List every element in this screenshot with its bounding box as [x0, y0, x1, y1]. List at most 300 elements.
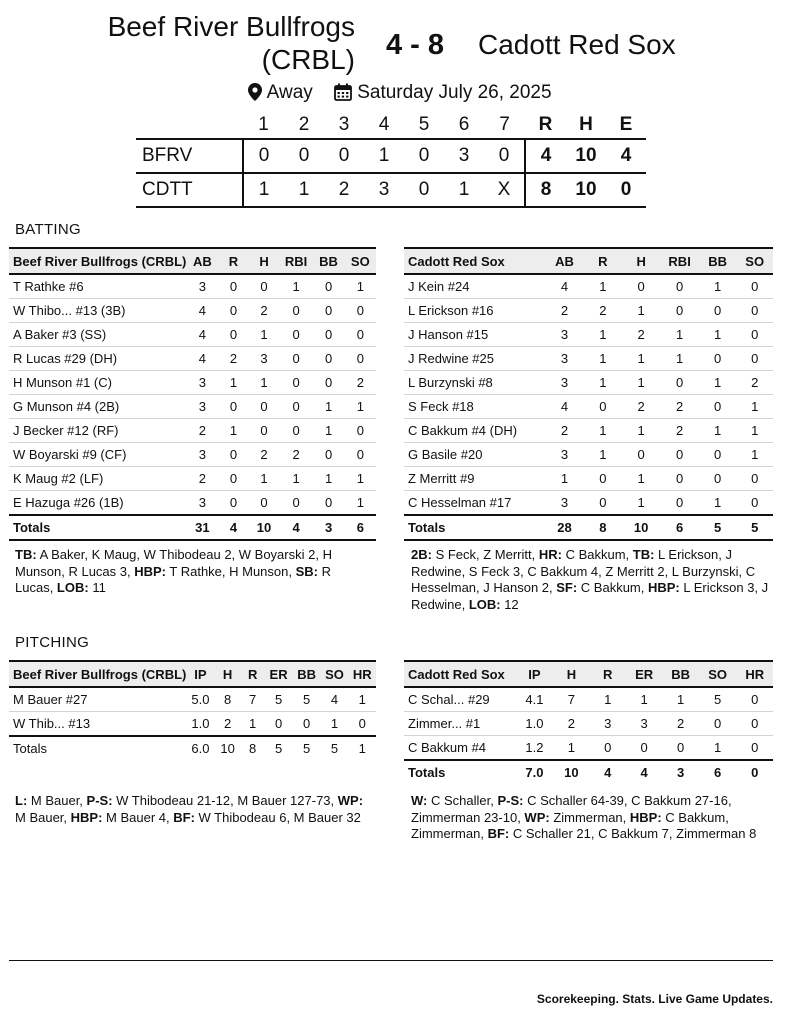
note-label: SF: [556, 580, 578, 595]
stat-cell: 0 [313, 443, 345, 467]
player-name: Zimmer... #1 [404, 712, 516, 736]
stat-cell: 4 [321, 687, 349, 712]
stat-cell: 0 [248, 491, 279, 516]
stat-cell: 1 [321, 712, 349, 737]
calendar-icon [334, 83, 352, 109]
stat-cell: 0 [345, 347, 376, 371]
note-label: P-S: [86, 793, 113, 808]
totals-cell: 6 [345, 515, 376, 540]
stat-cell: 0 [280, 419, 313, 443]
stat-cell: 0 [280, 491, 313, 516]
stat-cell: 0 [313, 491, 345, 516]
player-row [404, 371, 773, 395]
runs-total: 4 [525, 139, 566, 173]
player-row [404, 467, 773, 491]
team-header: Beef River Bullfrogs (CRBL) [9, 661, 186, 687]
stat-cell: 1 [584, 274, 622, 299]
note-text: 12 [500, 596, 519, 612]
player-row [404, 491, 773, 516]
column-header: AB [545, 248, 583, 274]
totals-cell: 6 [660, 515, 699, 540]
note-label: TB: [632, 547, 655, 562]
column-header: SO [345, 248, 376, 274]
player-row [9, 299, 376, 323]
stat-cell: 2 [662, 712, 699, 736]
stat-cell: 1 [545, 467, 583, 491]
column-header: AB [186, 248, 218, 274]
player-name: L Burzynski #8 [404, 371, 545, 395]
inning-score: 3 [364, 173, 404, 207]
stat-cell: 0 [622, 274, 660, 299]
column-header: H [553, 661, 589, 687]
stat-cell: 1 [736, 395, 773, 419]
note-text: W Thibodeau 21-12, M Bauer 127-73, [112, 793, 338, 808]
player-name: K Maug #2 (LF) [9, 467, 186, 491]
stat-cell: 0 [218, 323, 248, 347]
stat-cell: 1 [553, 736, 589, 761]
stat-cell: 2 [736, 371, 773, 395]
stat-cell: 1 [699, 323, 737, 347]
column-header: HR [349, 661, 376, 687]
stat-cell: 0 [345, 419, 376, 443]
stat-cell: 1 [345, 274, 376, 299]
stat-cell: 0 [584, 395, 622, 419]
note-text: S Feck, Z Merritt, [431, 547, 539, 562]
stat-cell: 0 [699, 712, 737, 736]
player-row [9, 323, 376, 347]
player-row [404, 274, 773, 299]
inning-score: 0 [324, 139, 364, 173]
note-label: HBP: [647, 580, 680, 595]
player-name: E Hazuga #26 (1B) [9, 491, 186, 516]
totals-cell: 5 [265, 736, 293, 760]
column-header: BB [313, 248, 345, 274]
game-info [0, 80, 800, 109]
player-row [404, 736, 773, 761]
column-header: R [241, 661, 265, 687]
note-text: C Schaller, [427, 793, 498, 808]
totals-cell: 5 [736, 515, 773, 540]
totals-cell: 5 [699, 515, 737, 540]
stat-cell: 0 [280, 323, 313, 347]
stat-cell: 1 [584, 419, 622, 443]
player-name: H Munson #1 (C) [9, 371, 186, 395]
stat-cell: 1 [699, 419, 737, 443]
stat-cell: 7 [241, 687, 265, 712]
column-header: IP [186, 661, 214, 687]
stat-cell: 8 [214, 687, 240, 712]
stat-cell: 4 [186, 299, 218, 323]
line-score-header [136, 112, 646, 139]
game-location: Away [266, 82, 313, 103]
stat-cell: 1 [699, 371, 737, 395]
player-row [9, 467, 376, 491]
player-row [9, 687, 376, 712]
totals-label: Totals [9, 736, 186, 760]
stat-cell: 0 [660, 299, 699, 323]
stat-cell: 5.0 [186, 687, 214, 712]
pitching-notes-away [411, 793, 773, 843]
column-header: H [214, 661, 240, 687]
note-text: T Rathke, H Munson, [166, 563, 296, 579]
stat-cell: 2 [584, 299, 622, 323]
stat-cell: 2 [345, 371, 376, 395]
player-name: G Basile #20 [404, 443, 545, 467]
stat-cell: 2 [248, 299, 279, 323]
stat-cell: 0 [280, 371, 313, 395]
table-header-row [404, 248, 773, 274]
stat-cell: 0 [699, 443, 737, 467]
runs-header: R [538, 114, 553, 135]
player-row [9, 712, 376, 737]
totals-cell: 10 [553, 760, 589, 784]
stat-cell: 0 [218, 443, 248, 467]
stat-cell: 0 [660, 467, 699, 491]
stat-cell: 0 [345, 323, 376, 347]
stat-cell: 0 [699, 347, 737, 371]
stat-cell: 1 [218, 371, 248, 395]
totals-label: Totals [404, 515, 545, 540]
stat-cell: 0 [736, 712, 773, 736]
stat-cell: 0 [248, 395, 279, 419]
stat-cell: 2 [660, 419, 699, 443]
player-name: A Baker #3 (SS) [9, 323, 186, 347]
stat-cell: 0 [699, 395, 737, 419]
stat-cell: 1.0 [516, 712, 553, 736]
player-name: C Bakkum #4 [404, 736, 516, 761]
totals-cell: 3 [662, 760, 699, 784]
player-name: W Thibo... #13 (3B) [9, 299, 186, 323]
stat-cell: 1 [622, 491, 660, 516]
note-text: A Baker, K Maug, W Thibodeau 2, W Boyarski 2, H Munson, R Lucas 3, [15, 547, 332, 579]
stat-cell: 3 [545, 491, 583, 516]
batting-notes-away [411, 547, 773, 613]
stat-cell: 2 [248, 443, 279, 467]
inning-score: X [484, 173, 525, 207]
player-name: Z Merritt #9 [404, 467, 545, 491]
footer-divider [9, 960, 773, 961]
table-header-row [9, 661, 376, 687]
player-name: J Kein #24 [404, 274, 545, 299]
player-name: M Bauer #27 [9, 687, 186, 712]
player-name: W Thib... #13 [9, 712, 186, 737]
stat-cell: 0 [345, 299, 376, 323]
stat-cell: 0 [699, 467, 737, 491]
column-header: H [622, 248, 660, 274]
stat-cell: 0 [345, 443, 376, 467]
player-row [404, 347, 773, 371]
player-row [404, 419, 773, 443]
stat-cell: 0 [248, 419, 279, 443]
batting-section-title: BATTING [15, 221, 81, 238]
stat-cell: 0 [313, 347, 345, 371]
inning-header: 4 [378, 114, 390, 135]
hits-total: 10 [566, 173, 606, 207]
column-header: SO [321, 661, 349, 687]
note-label: HR: [538, 547, 562, 562]
totals-cell: 10 [622, 515, 660, 540]
stat-cell: 1 [699, 736, 737, 761]
stat-cell: 2 [186, 419, 218, 443]
stat-cell: 1 [345, 491, 376, 516]
stat-cell: 0 [626, 736, 663, 761]
totals-cell: 4 [590, 760, 626, 784]
player-name: G Munson #4 (2B) [9, 395, 186, 419]
totals-cell: 4 [626, 760, 663, 784]
stat-cell: 1.2 [516, 736, 553, 761]
stat-cell: 1 [622, 419, 660, 443]
note-text: C Bakkum, [577, 580, 648, 595]
stat-cell: 0 [736, 274, 773, 299]
stat-cell: 1 [313, 395, 345, 419]
totals-cell: 28 [545, 515, 583, 540]
note-label: HBP: [70, 809, 103, 825]
totals-cell: 5 [321, 736, 349, 760]
stat-cell: 1 [313, 419, 345, 443]
note-text: C Bakkum, Zimmerman, [411, 809, 729, 841]
note-text: C Schaller 64-39, C Bakkum 27-16, Zimmerman 23-10, [411, 793, 732, 825]
inning-score: 0 [484, 139, 525, 173]
player-row [9, 395, 376, 419]
totals-cell: 8 [241, 736, 265, 760]
stat-cell: 1 [280, 467, 313, 491]
batting-table-away [404, 247, 773, 541]
note-label: 2B: [411, 547, 432, 562]
line-score-team: CDTT [136, 173, 243, 207]
stat-cell: 7 [553, 687, 589, 712]
stat-cell: 1 [248, 467, 279, 491]
stat-cell: 3 [186, 395, 218, 419]
player-name: W Boyarski #9 (CF) [9, 443, 186, 467]
totals-cell: 5 [293, 736, 321, 760]
game-date: Saturday July 26, 2025 [357, 82, 552, 103]
totals-label: Totals [9, 515, 186, 540]
note-label: LOB: [56, 580, 89, 595]
inning-header: 3 [338, 114, 350, 135]
pitching-notes-home [15, 793, 370, 826]
player-row [9, 419, 376, 443]
footer-tagline: Scorekeeping. Stats. Live Game Updates. [536, 992, 773, 1006]
column-header: BB [293, 661, 321, 687]
player-name: J Redwine #25 [404, 347, 545, 371]
stat-cell: 1 [345, 467, 376, 491]
stat-cell: 1 [584, 323, 622, 347]
stat-cell: 0 [660, 491, 699, 516]
stat-cell: 0 [265, 712, 293, 737]
stat-cell: 1 [699, 274, 737, 299]
stat-cell: 0 [736, 687, 773, 712]
note-label: HBP: [629, 809, 662, 825]
column-header: H [248, 248, 279, 274]
stat-cell: 4 [545, 274, 583, 299]
pitching-section-title: PITCHING [15, 634, 90, 651]
stat-cell: 0 [248, 274, 279, 299]
note-label: TB: [15, 547, 37, 562]
totals-cell: 6 [699, 760, 737, 784]
team-header: Cadott Red Sox [404, 661, 516, 687]
column-header: R [218, 248, 248, 274]
inning-header: 5 [418, 114, 430, 135]
table-header-row [404, 661, 773, 687]
stat-cell: 0 [584, 491, 622, 516]
column-header: ER [265, 661, 293, 687]
note-label: WP: [524, 809, 550, 825]
line-score-team: BFRV [136, 139, 243, 173]
stat-cell: 1 [660, 323, 699, 347]
column-header: HR [736, 661, 773, 687]
stat-cell: 0 [622, 443, 660, 467]
note-text: Zimmerman, [549, 809, 630, 825]
stat-cell: 4 [545, 395, 583, 419]
player-name: J Hanson #15 [404, 323, 545, 347]
home-team-name: Beef River Bullfrogs (CRBL) [107, 11, 355, 75]
errors-total: 4 [606, 139, 646, 173]
column-header: IP [516, 661, 553, 687]
inning-header: 1 [258, 114, 269, 135]
note-label: L: [15, 793, 28, 808]
inning-score: 1 [364, 139, 404, 173]
column-header: RBI [280, 248, 313, 274]
note-text: 11 [88, 580, 106, 595]
stat-cell: 0 [280, 395, 313, 419]
stat-cell: 0 [313, 323, 345, 347]
player-row [404, 299, 773, 323]
player-row [9, 371, 376, 395]
inning-score: 0 [243, 139, 284, 173]
player-row [404, 687, 773, 712]
stat-cell: 0 [349, 712, 376, 737]
stat-cell: 1 [662, 687, 699, 712]
column-header: BB [662, 661, 699, 687]
stat-cell: 3 [545, 347, 583, 371]
totals-cell: 7.0 [516, 760, 553, 784]
column-header: RBI [660, 248, 699, 274]
stat-cell: 0 [736, 736, 773, 761]
stat-cell: 5 [265, 687, 293, 712]
player-name: C Schal... #29 [404, 687, 516, 712]
stat-cell: 1 [280, 274, 313, 299]
stat-cell: 1 [584, 347, 622, 371]
totals-cell: 1 [349, 736, 376, 760]
player-row [404, 443, 773, 467]
stat-cell: 1 [660, 347, 699, 371]
stat-cell: 5 [293, 687, 321, 712]
note-label: HBP: [134, 563, 167, 579]
inning-header: 6 [458, 114, 470, 135]
stat-cell: 4.1 [516, 687, 553, 712]
stat-cell: 1 [349, 687, 376, 712]
hits-header: H [579, 114, 593, 135]
stat-cell: 3 [186, 491, 218, 516]
stat-cell: 0 [218, 299, 248, 323]
note-text: M Bauer, [27, 793, 87, 808]
column-header: ER [626, 661, 663, 687]
stat-cell: 0 [736, 299, 773, 323]
errors-total: 0 [606, 173, 646, 207]
stat-cell: 0 [660, 443, 699, 467]
totals-cell: 10 [214, 736, 240, 760]
stat-cell: 2 [622, 395, 660, 419]
totals-row [404, 760, 773, 784]
totals-cell: 6.0 [186, 736, 214, 760]
player-row [404, 712, 773, 736]
column-header: R [590, 661, 626, 687]
note-label: W: [411, 793, 428, 808]
game-header [0, 6, 800, 81]
stat-cell: 0 [584, 467, 622, 491]
stat-cell: 0 [280, 347, 313, 371]
player-name: C Bakkum #4 (DH) [404, 419, 545, 443]
stat-cell: 2 [660, 395, 699, 419]
stat-cell: 0 [293, 712, 321, 737]
stat-cell: 1 [313, 467, 345, 491]
stat-cell: 0 [660, 371, 699, 395]
hits-total: 10 [566, 139, 606, 173]
stat-cell: 1 [345, 395, 376, 419]
stat-cell: 0 [736, 467, 773, 491]
stat-cell: 1 [590, 687, 626, 712]
stat-cell: 5 [699, 687, 737, 712]
inning-score: 1 [243, 173, 284, 207]
team-header: Cadott Red Sox [404, 248, 545, 274]
note-label: WP: [337, 793, 364, 808]
totals-cell: 8 [584, 515, 622, 540]
player-name: J Becker #12 (RF) [9, 419, 186, 443]
stat-cell: 2 [218, 347, 248, 371]
player-name: C Hesselman #17 [404, 491, 545, 516]
stat-cell: 2 [186, 467, 218, 491]
totals-cell: 4 [218, 515, 248, 540]
stat-cell: 3 [626, 712, 663, 736]
stat-cell: 0 [590, 736, 626, 761]
table-header-row [9, 248, 376, 274]
stat-cell: 3 [186, 274, 218, 299]
totals-row [9, 515, 376, 540]
note-text: C Bakkum, [561, 547, 633, 562]
stat-cell: 1 [736, 419, 773, 443]
stat-cell: 1 [622, 467, 660, 491]
team-header: Beef River Bullfrogs (CRBL) [9, 248, 186, 274]
note-label: BF: [173, 809, 195, 825]
stat-cell: 1 [248, 323, 279, 347]
stat-cell: 2 [622, 323, 660, 347]
totals-row [9, 736, 376, 760]
stat-cell: 0 [313, 274, 345, 299]
stat-cell: 0 [736, 347, 773, 371]
stat-cell: 1 [584, 443, 622, 467]
totals-row [404, 515, 773, 540]
stat-cell: 0 [736, 323, 773, 347]
stat-cell: 3 [248, 347, 279, 371]
inning-score: 3 [444, 139, 484, 173]
stat-cell: 0 [660, 274, 699, 299]
stat-cell: 2 [545, 299, 583, 323]
map-pin-icon [248, 83, 262, 109]
pitching-table-home [9, 660, 376, 760]
stat-cell: 0 [218, 491, 248, 516]
note-text: W Thibodeau 6, M Bauer 32 [194, 809, 361, 825]
note-text: L Erickson, J Redwine, S Feck 3, C Bakkum 4, Z Merritt 2, L Burzynski, C Hesselman, J Hanson 2, [411, 547, 756, 595]
away-team-name: Cadott Red Sox [478, 29, 676, 60]
stat-cell: 1 [626, 687, 663, 712]
stat-cell: 0 [313, 371, 345, 395]
player-name: L Erickson #16 [404, 299, 545, 323]
stat-cell: 3 [545, 443, 583, 467]
note-label: SB: [295, 563, 318, 579]
stat-cell: 0 [313, 299, 345, 323]
stat-cell: 2 [214, 712, 240, 737]
totals-cell: 0 [736, 760, 773, 784]
